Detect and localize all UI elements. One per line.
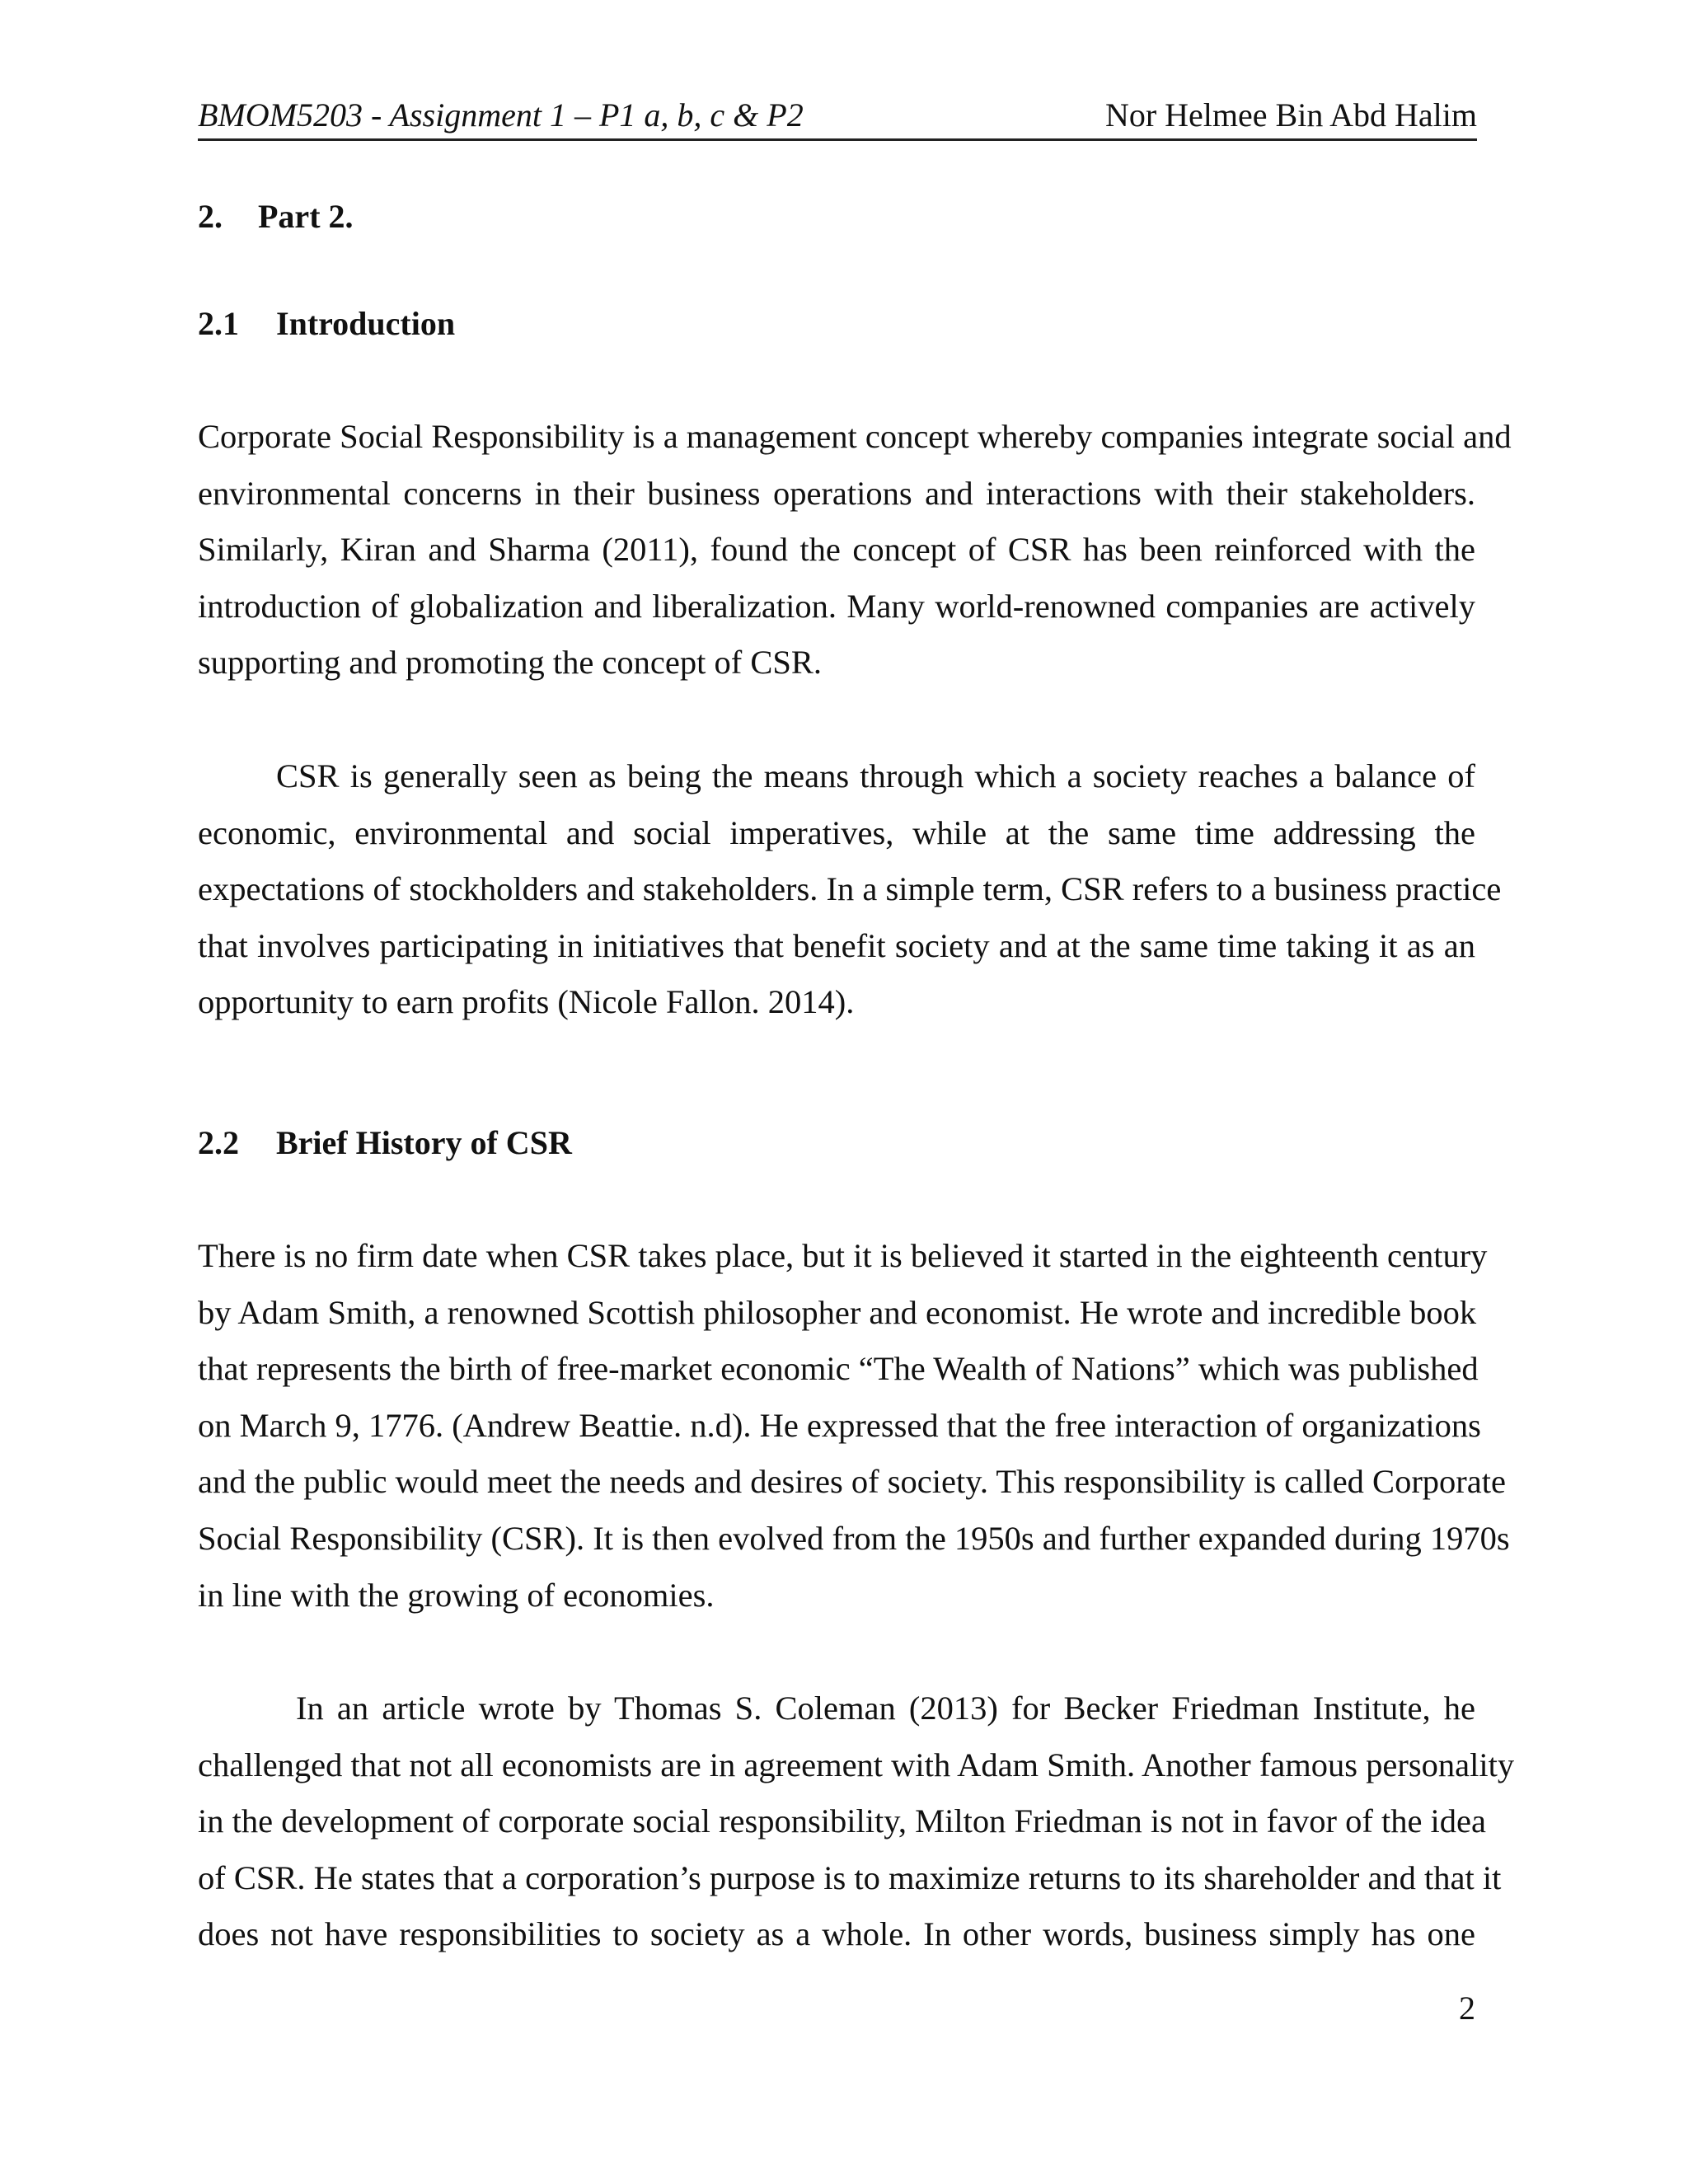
text-line: environmental concerns in their business operations and interactions with their stakeholders. <box>198 474 1475 512</box>
paragraph-history-2 <box>198 1680 1515 1963</box>
text-line: that represents the birth of free-market economic “The Wealth of Nations” which was published <box>198 1350 1479 1388</box>
paragraph-intro-1 <box>198 409 1512 691</box>
heading-number: 2.2 <box>198 1124 239 1161</box>
text-line: Similarly, Kiran and Sharma (2011), found the concept of CSR has been reinforced with the <box>198 531 1475 569</box>
heading-number: 2. <box>198 198 223 235</box>
heading-title: Part 2. <box>258 198 354 235</box>
text-line: Corporate Social Responsibility is a management concept whereby companies integrate social and <box>198 418 1512 455</box>
text-line: in the development of corporate social responsibility, Milton Friedman is not in favor of the idea <box>198 1802 1487 1840</box>
heading-title: Brief History of CSR <box>276 1124 572 1161</box>
heading-number: 2.1 <box>198 305 239 342</box>
text-line: in line with the growing of economies. <box>198 1576 715 1614</box>
text-line: challenged that not all economists are in agreement with Adam Smith. Another famous personality <box>198 1746 1515 1783</box>
paragraph-history-1 <box>198 1228 1510 1624</box>
text-line: supporting and promoting the concept of CSR. <box>198 644 823 682</box>
page-number: 2 <box>1459 1990 1475 2027</box>
text-line: that involves participating in initiatives that benefit society and at the same time taking it as an <box>198 926 1475 964</box>
text-line: of CSR. He states that a corporation’s purpose is to maximize returns to its shareholder and that it <box>198 1858 1502 1896</box>
text-line: opportunity to earn profits (Nicole Fallon. 2014). <box>198 983 855 1021</box>
text-line: does not have responsibilities to society as a whole. In other words, business simply has one <box>198 1915 1475 1953</box>
text-line: There is no firm date when CSR takes place, but it is believed it started in the eighteenth century <box>198 1237 1488 1274</box>
heading-title: Introduction <box>276 305 456 342</box>
text-line: Social Responsibility (CSR). It is then evolved from the 1950s and further expanded during 1970s <box>198 1519 1510 1557</box>
header-course-title: BMOM5203 - Assignment 1 – P1 a, b, c & P2 <box>198 96 804 134</box>
text-line: and the public would meet the needs and desires of society. This responsibility is called Corporate <box>198 1463 1506 1501</box>
header-author: Nor Helmee Bin Abd Halim <box>1104 96 1477 134</box>
paragraph-intro-2 <box>198 748 1502 1031</box>
text-line: expectations of stockholders and stakeholders. In a simple term, CSR refers to a business practice <box>198 870 1502 908</box>
text-line: economic, environmental and social imperatives, while at the same time addressing the <box>198 813 1475 851</box>
header-rule <box>198 138 1477 141</box>
text-line: by Adam Smith, a renowned Scottish philosopher and economist. He wrote and incredible book <box>198 1293 1477 1331</box>
text-line: on March 9, 1776. (Andrew Beattie. n.d). He expressed that the free interaction of organizations <box>198 1406 1481 1444</box>
text-line: In an article wrote by Thomas S. Coleman (2013) for Becker Friedman Institute, he <box>296 1690 1475 1727</box>
page-header <box>198 92 1477 138</box>
text-line: CSR is generally seen as being the means through which a society reaches a balance of <box>276 757 1475 794</box>
text-line: introduction of globalization and liberalization. Many world-renowned companies are actively <box>198 587 1475 625</box>
